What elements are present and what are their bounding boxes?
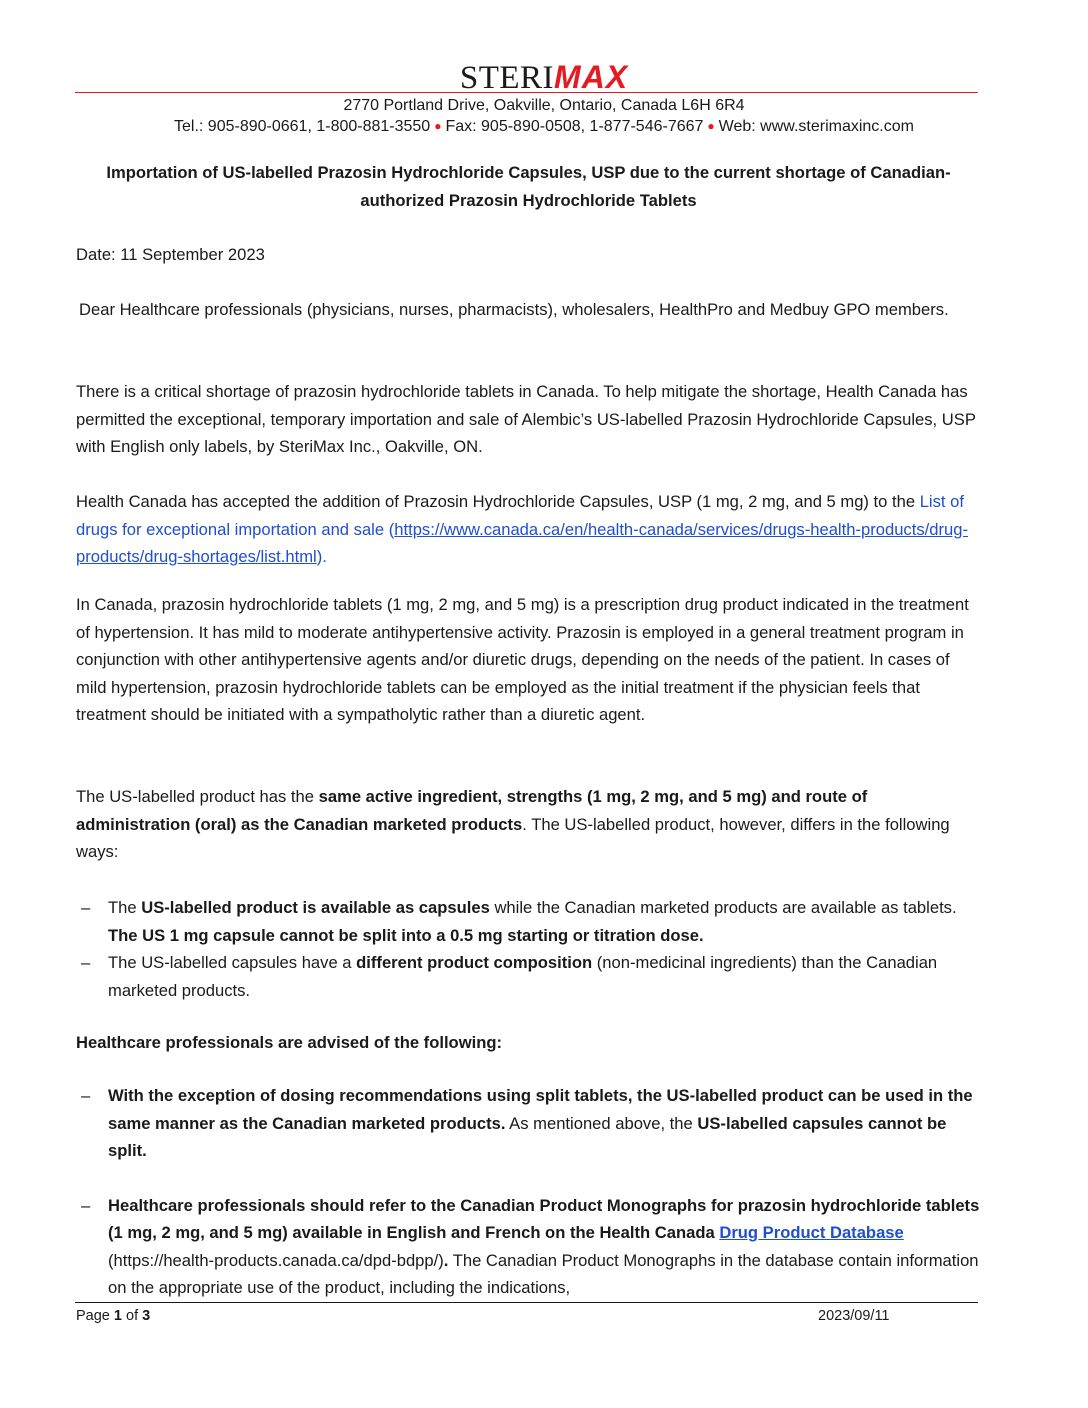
list-item-text: while the Canadian marketed products are available as tablets. xyxy=(494,898,957,917)
list-item-bold-text: Healthcare professionals should refer to the Canadian Product Monographs for prazosin hydrochloride tablets (1 mg, 2 mg, and 5 mg) available in English and French on the Health Canada xyxy=(108,1195,980,1242)
list-url-close-paren: ). xyxy=(316,547,327,566)
paragraph-text: The US-labelled product has the xyxy=(76,787,314,806)
list-item xyxy=(76,1192,981,1302)
dash-bullet: – xyxy=(81,953,91,972)
differences-list xyxy=(76,894,981,1004)
company-address: 2770 Portland Drive, Oakville, Ontario, Canada L6H 6R4 xyxy=(343,97,745,114)
logo-text-steri: STERI xyxy=(459,60,555,96)
paragraph-bold-text: same active ingredient, strengths (1 mg, 2 mg, and 5 mg) and route of administration (oral) as the Canadian marketed products xyxy=(76,787,868,834)
dpd-url-text: (https://health-products.canada.ca/dpd-bdpp/) xyxy=(108,1250,444,1270)
dash-bullet: – xyxy=(81,898,91,917)
list-url-open-paren: ( xyxy=(388,519,395,539)
list-item-bold-text: different product composition xyxy=(356,953,593,972)
fax: Fax: 905-890-0508, 1-877-546-7667 xyxy=(445,118,704,135)
drug-product-database-link[interactable]: Drug Product Database xyxy=(719,1223,904,1242)
letter-date: Date: 11 September 2023 xyxy=(76,245,265,264)
list-item-text: The Canadian Product Monographs in the database contain information on the appropriate use of the product, including the indications, xyxy=(108,1250,979,1297)
page-of-label: of xyxy=(126,1308,139,1324)
dash-bullet: – xyxy=(81,1086,91,1105)
page-label: Page xyxy=(76,1308,110,1324)
list-item-bold-text: US-labelled capsules cannot be split. xyxy=(108,1113,947,1160)
page-total: 3 xyxy=(142,1308,151,1324)
bullet-icon: ● xyxy=(434,119,442,133)
page-current: 1 xyxy=(113,1308,122,1324)
telephone: Tel.: 905-890-0661, 1-800-881-3550 xyxy=(174,118,431,135)
paragraph-text: . The US-labelled product, however, differs in the following ways: xyxy=(76,814,950,861)
list-item xyxy=(76,894,981,949)
paragraph-list-addition xyxy=(76,488,981,571)
list-item xyxy=(76,1082,981,1165)
list-item xyxy=(76,949,981,1004)
dash-bullet: – xyxy=(81,1195,91,1215)
paragraph-shortage: There is a critical shortage of prazosin hydrochloride tablets in Canada. To help mitigate the shortage, Health Canada has permitted the exceptional, temporary importation and sale of Alembic’s US-labelled Prazosin Hydrochloride Capsules, USP with English only labels, by SteriMax Inc., Oakville, ON. xyxy=(76,382,976,456)
list-url-link[interactable]: https://www.canada.ca/en/health-canada/services/drugs-health-products/drug-products/drug-shortages/list.html xyxy=(76,519,968,566)
logo-text-max: MAX xyxy=(554,59,629,95)
header-divider xyxy=(75,92,978,93)
footer-date: 2023/09/11 xyxy=(818,1308,890,1324)
list-item-text: The US-labelled capsules have a xyxy=(108,953,352,972)
letter-title: Importation of US-labelled Prazosin Hydrochloride Capsules, USP due to the current shortage of Canadian-authorized Prazosin Hydrochloride Tablets xyxy=(106,163,951,210)
list-item-text: The xyxy=(108,898,137,917)
paragraph-text: Health Canada has accepted the addition of Prazosin Hydrochloride Capsules, USP (1 mg, 2 mg, and 5 mg) to the xyxy=(76,492,916,511)
footer-divider xyxy=(75,1302,978,1303)
salutation: Dear Healthcare professionals (physicians, nurses, pharmacists), wholesalers, HealthPro and Medbuy GPO members. xyxy=(79,300,949,319)
list-item-bold-text: The US 1 mg capsule cannot be split into a 0.5 mg starting or titration dose. xyxy=(108,925,704,945)
bullet-icon: ● xyxy=(707,119,715,133)
website: Web: www.sterimaxinc.com xyxy=(718,118,914,135)
paragraph-indication: In Canada, prazosin hydrochloride tablets (1 mg, 2 mg, and 5 mg) is a prescription drug product indicated in the treatment of hypertension. It has mild to moderate antihypertensive activity. Prazosin is employed in a general treatment program in conjunction with other antihypertensive agents and/or diuretic drugs, depending on the needs of the patient. In cases of mild hypertension, prazosin hydrochloride tablets can be employed as the initial treatment if the physician feels that treatment should be initiated with a sympatholytic rather than a diuretic agent. xyxy=(76,595,969,724)
list-item-bold-text: With the exception of dosing recommendations using split tablets, the US-labelled product can be used in the same manner as the Canadian marketed products. xyxy=(108,1086,973,1133)
advice-list xyxy=(76,1082,981,1302)
list-item-text: (non-medicinal ingredients) than the Canadian marketed products. xyxy=(108,953,938,1000)
paragraph-differences-intro xyxy=(76,783,981,866)
list-item-text: As mentioned above, the xyxy=(509,1113,693,1133)
list-item-bold-text: US-labelled product is available as capsules xyxy=(141,898,490,917)
company-contact-line xyxy=(0,117,1088,137)
page-number xyxy=(76,1305,150,1327)
advised-heading: Healthcare professionals are advised of the following: xyxy=(76,1033,503,1052)
list-of-drugs-link[interactable]: List of drugs for exceptional importation and sale xyxy=(76,492,964,539)
list-item-bold-text: . xyxy=(443,1250,449,1270)
